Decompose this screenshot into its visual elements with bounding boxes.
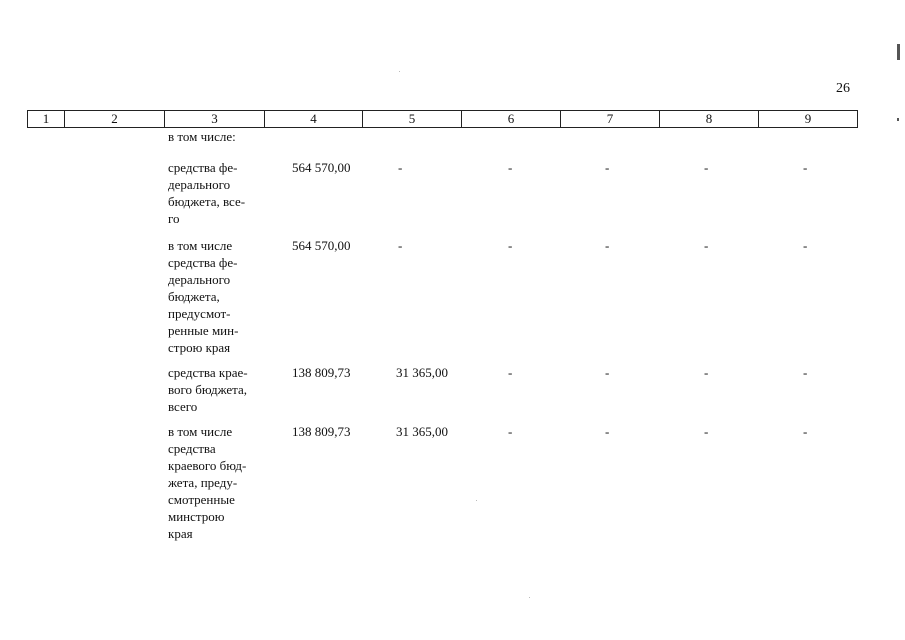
- label-line: средства: [168, 441, 216, 456]
- header-col-3: 3: [165, 111, 265, 128]
- cell-col-5: -: [398, 160, 403, 175]
- cell-col-8: -: [704, 424, 709, 439]
- label-line: предусмот-: [168, 306, 231, 321]
- scan-speck: [399, 71, 400, 72]
- cell-col-7: -: [605, 365, 610, 380]
- cell-col-9: -: [803, 238, 808, 253]
- header-col-5: 5: [363, 111, 462, 128]
- label-line: всего: [168, 399, 198, 414]
- label-line: вого бюджета,: [168, 382, 248, 397]
- cell-col-4: 138 809,73: [292, 365, 351, 380]
- label-line: в том числе: [168, 238, 233, 253]
- label-line: края: [168, 526, 193, 541]
- label-line: дерального: [168, 177, 231, 192]
- label-line: строю края: [168, 340, 231, 355]
- label-line: бюджета, все-: [168, 194, 246, 209]
- cell-col-8: -: [704, 365, 709, 380]
- row-label: [168, 423, 262, 542]
- row-label: [168, 364, 262, 415]
- cell-col-5: 31 365,00: [396, 365, 448, 380]
- label-line: в том числе: [168, 424, 233, 439]
- cell-col-8: -: [704, 160, 709, 175]
- cell-col-9: -: [803, 160, 808, 175]
- cell-col-6: -: [508, 238, 513, 253]
- header-col-1: 1: [28, 111, 65, 128]
- header-col-2: 2: [65, 111, 165, 128]
- cell-col-4: 138 809,73: [292, 424, 351, 439]
- scan-speck: [529, 597, 530, 598]
- cell-col-9: -: [803, 424, 808, 439]
- label-line: ренные мин-: [168, 323, 239, 338]
- label-line: смотренные: [168, 492, 235, 507]
- scan-edge-mark: [897, 44, 900, 60]
- row-label: [168, 237, 262, 356]
- label-line: жета, преду-: [168, 475, 238, 490]
- cell-col-6: -: [508, 424, 513, 439]
- label-line: краевого бюд-: [168, 458, 247, 473]
- cell-col-4: 564 570,00: [292, 238, 351, 253]
- cell-col-6: -: [508, 365, 513, 380]
- label-line: минстрою: [168, 509, 225, 524]
- header-col-6: 6: [462, 111, 561, 128]
- cell-col-8: -: [704, 238, 709, 253]
- scan-speck: [476, 500, 477, 501]
- section-caption: в том числе:: [168, 129, 236, 144]
- cell-col-7: -: [605, 424, 610, 439]
- page-number: 26: [836, 81, 850, 96]
- cell-col-4: 564 570,00: [292, 160, 351, 175]
- row-label: [168, 159, 262, 227]
- cell-col-6: -: [508, 160, 513, 175]
- cell-col-9: -: [803, 365, 808, 380]
- cell-col-7: -: [605, 238, 610, 253]
- column-number-header: [27, 110, 858, 128]
- scan-edge-mark: [897, 118, 899, 121]
- label-line: средства фе-: [168, 255, 238, 270]
- header-col-8: 8: [660, 111, 759, 128]
- header-col-9: 9: [759, 111, 858, 128]
- cell-col-5: 31 365,00: [396, 424, 448, 439]
- label-line: средства крае-: [168, 365, 248, 380]
- label-line: бюджета,: [168, 289, 220, 304]
- label-line: средства фе-: [168, 160, 238, 175]
- label-line: го: [168, 211, 180, 226]
- cell-col-7: -: [605, 160, 610, 175]
- label-line: дерального: [168, 272, 231, 287]
- header-col-7: 7: [561, 111, 660, 128]
- cell-col-5: -: [398, 238, 403, 253]
- header-col-4: 4: [265, 111, 363, 128]
